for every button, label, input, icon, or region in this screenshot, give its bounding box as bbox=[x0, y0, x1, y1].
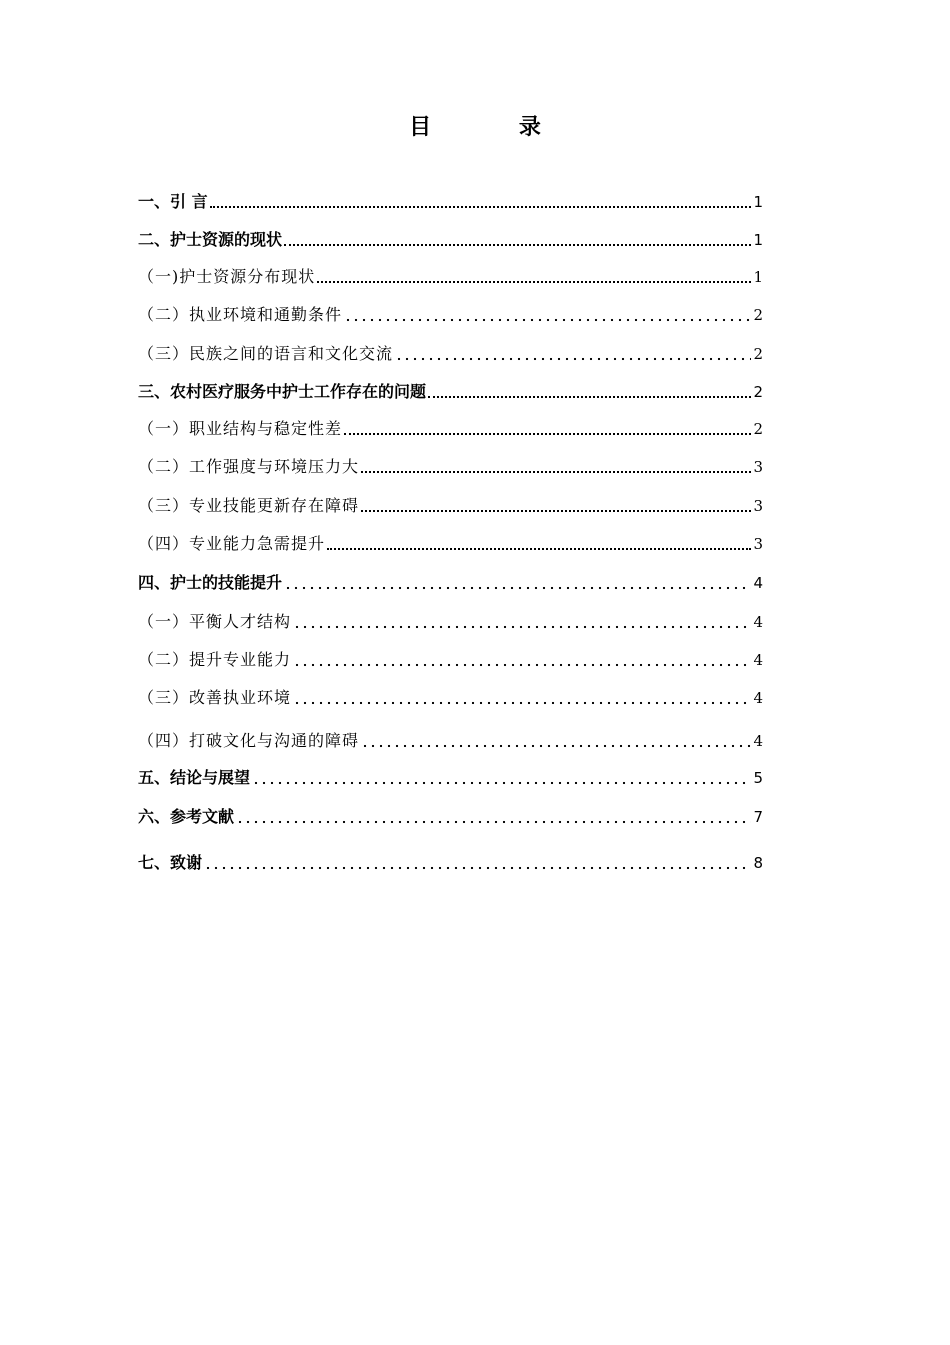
dot-leader bbox=[236, 820, 751, 824]
toc-entry[interactable] bbox=[138, 532, 763, 554]
toc-entry-label: （三）专业技能更新存在障碍 bbox=[138, 496, 360, 515]
toc-entry-page: 2 bbox=[753, 345, 763, 363]
toc-title: 目 录 bbox=[409, 115, 581, 140]
toc-entry-label: 五、结论与展望 bbox=[138, 768, 251, 787]
toc-entry-label: 一、引 言 bbox=[138, 192, 208, 211]
toc-entry[interactable] bbox=[138, 228, 763, 250]
toc-entry-page: 4 bbox=[753, 613, 763, 631]
dot-leader bbox=[210, 204, 751, 208]
toc-entry-page: 7 bbox=[753, 808, 763, 826]
toc-entry-label: （三）民族之间的语言和文化交流 bbox=[138, 344, 394, 363]
toc-entry-page: 3 bbox=[753, 535, 763, 553]
toc-entry[interactable] bbox=[138, 686, 763, 708]
toc-entry-page: 4 bbox=[753, 651, 763, 669]
toc-entry-label: （二）执业环境和通勤条件 bbox=[138, 305, 343, 324]
dot-leader bbox=[284, 586, 751, 590]
toc-entry-label: （四）打破文化与沟通的障碍 bbox=[138, 731, 360, 750]
toc-entry-label: （三）改善执业环境 bbox=[138, 688, 292, 707]
toc-entry-label: （二）工作强度与环境压力大 bbox=[138, 457, 360, 476]
toc-entry-label: （一）职业结构与稳定性差 bbox=[138, 419, 343, 438]
toc-entry-label: （一）平衡人才结构 bbox=[138, 612, 292, 631]
toc-entry-page: 3 bbox=[753, 458, 763, 476]
toc-entry-label: 七、致谢 bbox=[138, 853, 203, 872]
dot-leader bbox=[361, 508, 751, 512]
toc-entry[interactable] bbox=[138, 455, 763, 477]
dot-leader bbox=[361, 469, 751, 473]
dot-leader bbox=[344, 318, 751, 322]
toc-entry-label: （一)护士资源分布现状 bbox=[138, 267, 316, 286]
toc-entry-page: 2 bbox=[753, 383, 763, 401]
toc-entry-page: 1 bbox=[753, 231, 763, 249]
toc-entry[interactable] bbox=[138, 417, 763, 439]
toc-entry-page: 4 bbox=[753, 732, 763, 750]
toc-entry-page: 1 bbox=[753, 268, 763, 286]
toc-entry-page: 2 bbox=[753, 420, 763, 438]
dot-leader bbox=[317, 279, 751, 283]
toc-entry[interactable] bbox=[138, 610, 763, 632]
toc-entry[interactable] bbox=[138, 342, 763, 364]
toc-entry[interactable] bbox=[138, 805, 763, 827]
dot-leader bbox=[327, 546, 751, 550]
toc-entry[interactable] bbox=[138, 190, 763, 212]
toc-entry-page: 1 bbox=[753, 193, 763, 211]
toc-entry-page: 3 bbox=[753, 497, 763, 515]
dot-leader bbox=[428, 394, 751, 398]
toc-entry-page: 4 bbox=[753, 574, 763, 592]
toc-entry-label: （二）提升专业能力 bbox=[138, 650, 292, 669]
toc-entry[interactable] bbox=[138, 851, 763, 873]
dot-leader bbox=[204, 866, 751, 870]
toc-entry-page: 8 bbox=[753, 854, 763, 872]
dot-leader bbox=[252, 781, 751, 785]
toc-entry[interactable] bbox=[138, 380, 763, 402]
toc-entry[interactable] bbox=[138, 494, 763, 516]
toc-entry-label: 六、参考文献 bbox=[138, 807, 235, 826]
toc-entry-page: 4 bbox=[753, 689, 763, 707]
dot-leader bbox=[284, 242, 751, 246]
toc-entry-label: 二、护士资源的现状 bbox=[138, 230, 283, 249]
toc-entry-label: （四）专业能力急需提升 bbox=[138, 534, 326, 553]
toc-entry[interactable] bbox=[138, 265, 763, 287]
dot-leader bbox=[344, 431, 751, 435]
toc-entry[interactable] bbox=[138, 303, 763, 325]
dot-leader bbox=[293, 701, 751, 705]
toc-entry-page: 5 bbox=[753, 769, 763, 787]
toc-entry[interactable] bbox=[138, 648, 763, 670]
toc-entry-label: 三、农村医疗服务中护士工作存在的问题 bbox=[138, 382, 427, 401]
toc-entry-label: 四、护士的技能提升 bbox=[138, 573, 283, 592]
toc-entry-page: 2 bbox=[753, 306, 763, 324]
dot-leader bbox=[293, 625, 751, 629]
dot-leader bbox=[293, 663, 751, 667]
toc-entry[interactable] bbox=[138, 766, 763, 788]
dot-leader bbox=[395, 357, 751, 361]
toc-entry[interactable] bbox=[138, 571, 763, 593]
dot-leader bbox=[361, 744, 751, 748]
toc-entry[interactable] bbox=[138, 729, 763, 751]
